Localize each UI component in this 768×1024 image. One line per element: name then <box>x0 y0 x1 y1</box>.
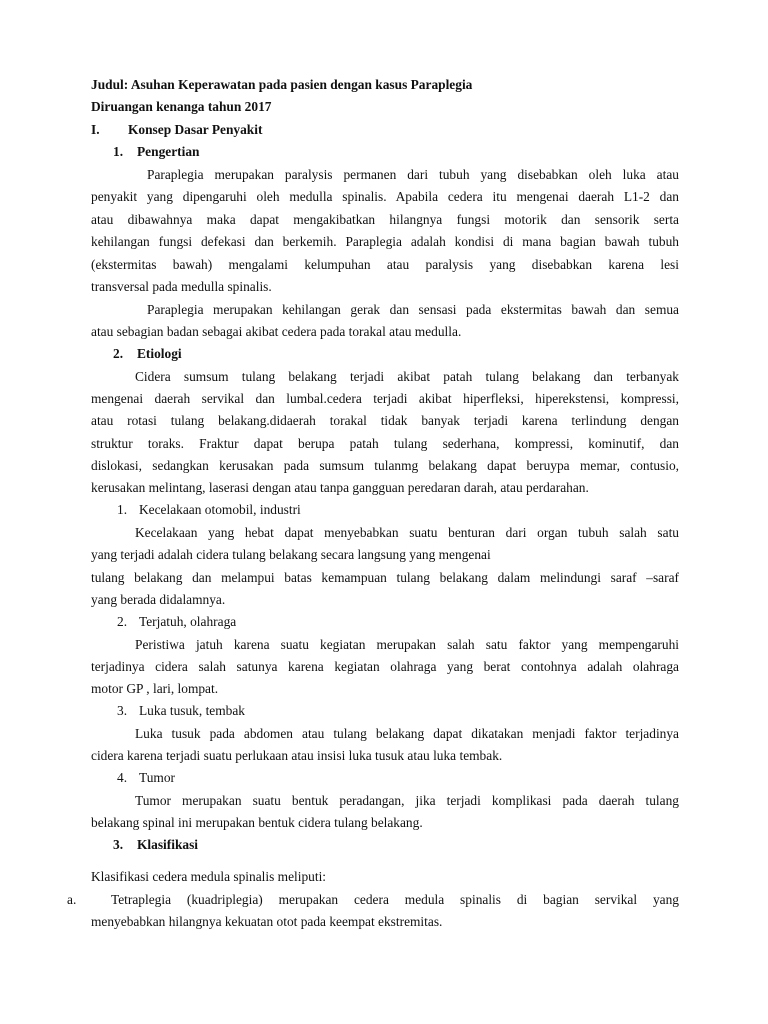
section-heading: Konsep Dasar Penyakit <box>128 122 263 137</box>
paragraph-line: Kecelakaan yang hebat dapat menyebabkan suatu benturan dari organ tubuh salah satu <box>135 525 679 540</box>
paragraph-line: yang berada didalamnya. <box>91 592 226 607</box>
paragraph-line: Klasifikasi cedera medula spinalis meliputi: <box>91 869 327 884</box>
paragraph-line: Tumor merupakan suatu bentuk peradangan, jika terjadi komplikasi pada daerah tulang <box>135 793 679 808</box>
paragraph-line: atau dibawahnya maka dapat mengakibatkan hilangnya fungsi motorik dan sensorik serta <box>91 212 679 227</box>
paragraph-line: tulang belakang dan melampui batas kemampuan tulang belakang dalam melindungi saraf –saraf <box>91 570 679 585</box>
paragraph-line: atau rotasi tulang belakang.didaerah torakal tidak banyak terjadi karena terlindung dengan <box>91 413 679 428</box>
subsection-number: 2. <box>113 346 124 361</box>
document-subtitle: Diruangan kenanga tahun 2017 <box>91 99 272 114</box>
paragraph-line: transversal pada medulla spinalis. <box>91 279 272 294</box>
cause-label: Luka tusuk, tembak <box>139 703 245 718</box>
subsection-heading: Etiologi <box>137 346 182 361</box>
paragraph-line: struktur toraks. Fraktur dapat berupa patah tulang sederhana, kompressi, kominutif, dan <box>91 436 679 451</box>
paragraph-line: cidera karena terjadi suatu perlukaan atau insisi luka tusuk atau luka tembak. <box>91 748 503 763</box>
paragraph-line: Peristiwa jatuh karena suatu kegiatan merupakan salah satu faktor yang mempengaruhi <box>135 637 679 652</box>
paragraph-line: Paraplegia merupakan paralysis permanen dari tubuh yang disebabkan oleh luka atau <box>147 167 679 182</box>
paragraph-line: Cidera sumsum tulang belakang terjadi akibat patah tulang belakang dan terbanyak <box>135 369 679 384</box>
cause-label: Tumor <box>139 770 175 785</box>
paragraph-line: motor GP , lari, lompat. <box>91 681 219 696</box>
section-numeral: I. <box>91 122 100 137</box>
paragraph-line: Luka tusuk pada abdomen atau tulang belakang dapat dikatakan menjadi faktor terjadinya <box>135 726 679 741</box>
paragraph-line: dislokasi, sedangkan kerusakan pada sumsum tulanmg belakang dapat beruypa memar, contusio, <box>91 458 679 473</box>
subsection-heading: Klasifikasi <box>137 837 199 852</box>
paragraph-line: belakang spinal ini merupakan bentuk cidera tulang belakang. <box>91 815 423 830</box>
paragraph-line: atau sebagian badan sebagai akibat cedera pada torakal atau medulla. <box>91 324 462 339</box>
paragraph-line: (ekstermitas bawah) mengalami kelumpuhan atau paralysis yang disebabkan karena lesi <box>91 257 679 272</box>
cause-number: 1. <box>117 502 128 517</box>
subsection-number: 1. <box>113 144 124 159</box>
paragraph-line: yang terjadi adalah cidera tulang belakang secara langsung yang mengenai <box>91 547 491 562</box>
document-title: Judul: Asuhan Keperawatan pada pasien dengan kasus Paraplegia <box>91 77 473 92</box>
cause-number: 3. <box>117 703 128 718</box>
paragraph-line: menyebabkan hilangnya kekuatan otot pada keempat ekstremitas. <box>91 914 443 929</box>
cause-label: Terjatuh, olahraga <box>139 614 237 629</box>
paragraph-line: penyakit yang dipengaruhi oleh medulla spinalis. Apabila cedera itu mengenai daerah L1-2 dan <box>91 189 679 204</box>
list-letter: a. <box>67 892 77 907</box>
paragraph-line: kerusakan melintang, laserasi dengan atau tanpa gangguan peredaran darah, atau perdarahan. <box>91 480 589 495</box>
cause-number: 2. <box>117 614 128 629</box>
cause-number: 4. <box>117 770 128 785</box>
paragraph-line: mengenai daerah servikal dan lumbal.cedera terjadi akibat hiperfleksi, hiperekstensi, kompressi, <box>91 391 679 406</box>
paragraph-line: terjadinya cidera salah satunya karena kegiatan olahraga yang berat contohnya adalah olahraga <box>91 659 679 674</box>
paragraph-line: Tetraplegia (kuadriplegia) merupakan cedera medula spinalis di bagian servikal yang <box>111 892 679 907</box>
cause-label: Kecelakaan otomobil, industri <box>139 502 301 517</box>
paragraph-line: Paraplegia merupakan kehilangan gerak dan sensasi pada ekstermitas bawah dan semua <box>147 302 679 317</box>
subsection-number: 3. <box>113 837 124 852</box>
subsection-heading: Pengertian <box>137 144 200 159</box>
paragraph-line: kehilangan fungsi defekasi dan berkemih. Paraplegia adalah kondisi di mana bagian bawah tubuh <box>91 234 679 249</box>
